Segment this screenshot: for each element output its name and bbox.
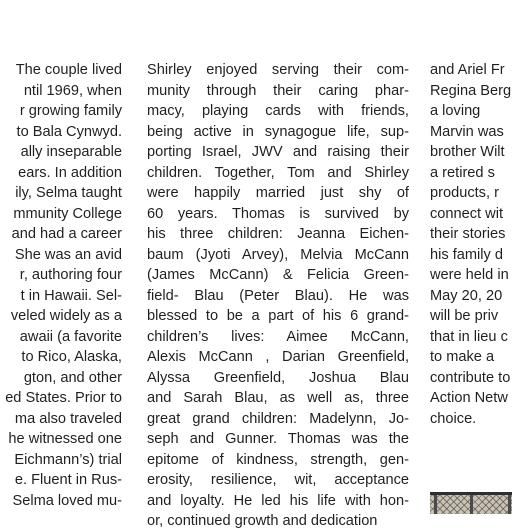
text-line: Eichmann’s) trial xyxy=(14,451,122,468)
text-line: epitome of kindness, strength, gen- xyxy=(147,451,409,468)
text-line: to Bala Cynwyd. xyxy=(16,123,122,140)
text-line: he witnessed one xyxy=(8,431,122,447)
text-line: to Rico, Alaska, xyxy=(21,349,122,365)
text-line: his family d xyxy=(430,246,503,263)
obituary-column-middle xyxy=(147,60,409,532)
text-line: ma also traveled xyxy=(14,410,122,427)
text-line: great grand children: Madelynn, Jo- xyxy=(147,410,409,427)
fence-photo xyxy=(430,492,512,514)
text-line: t in Hawaii. Sel- xyxy=(20,287,122,304)
text-line: children’s lives: Aimee McCann, xyxy=(147,328,409,345)
text-line: their stories xyxy=(430,226,506,242)
text-line: choice. xyxy=(430,410,477,427)
obituary-column-right xyxy=(430,60,512,429)
text-line: (James McCann) & Felicia Green- xyxy=(147,267,409,283)
text-line: r, authoring four xyxy=(19,267,122,283)
text-line: Action Netw xyxy=(430,390,508,406)
text-line: field- Blau (Peter Blau). He was xyxy=(147,287,409,304)
text-line: Selma loved mu- xyxy=(12,492,122,509)
text-line: e. Fluent in Rus- xyxy=(14,472,122,488)
text-line: connect wit xyxy=(430,205,504,222)
text-line: his three children: Jeanna Eichen- xyxy=(147,226,409,242)
text-line: Alexis McCann , Darian Greenfield, xyxy=(147,349,409,365)
text-line: and Ariel Fr xyxy=(430,62,505,78)
text-line: r growing family xyxy=(19,103,122,119)
text-line: were held in xyxy=(430,267,509,283)
text-line: The couple lived xyxy=(15,62,122,78)
text-line: erosity, resilience, wit, acceptance xyxy=(147,472,409,488)
text-line: baum (Jyoti Arvey), Melvia McCann xyxy=(147,246,409,263)
text-line: macy, playing cards with friends, xyxy=(147,103,409,119)
text-line: a retired s xyxy=(430,164,495,181)
text-line: Alyssa Greenfield, Joshua Blau xyxy=(147,369,409,386)
text-line: contribute to xyxy=(430,369,511,386)
text-line: that in lieu c xyxy=(430,328,508,345)
text-line: a loving xyxy=(430,103,481,119)
text-line: veled widely as a xyxy=(10,308,122,324)
text-line: ily, Selma taught xyxy=(15,185,122,201)
text-line: and loyalty. He led his life with hon- xyxy=(147,492,409,509)
text-line: seph and Gunner. Thomas was the xyxy=(147,431,409,447)
text-line: children. Together, Tom and Shirley xyxy=(147,164,409,181)
text-line: brother Wilt xyxy=(430,144,505,160)
text-line: Regina Berg xyxy=(430,82,512,99)
text-line: being active in synagogue life, sup- xyxy=(147,123,409,140)
text-line: were happily married just shy of xyxy=(147,185,409,201)
text-line: awaii (a favorite xyxy=(19,328,122,345)
text-line: porting Israel, JWV and raising their xyxy=(147,144,409,160)
text-line: products, r xyxy=(430,185,499,201)
text-line: May 20, 20 xyxy=(430,287,503,304)
text-line: Shirley enjoyed serving their com- xyxy=(147,62,409,78)
text-line: munity through their caring phar- xyxy=(147,82,409,99)
text-line: to make a xyxy=(430,349,495,365)
text-line: will be priv xyxy=(430,308,499,324)
text-line: mmunity College xyxy=(13,205,122,222)
text-line: gton, and other xyxy=(23,369,122,386)
text-line: ally inseparable xyxy=(20,144,122,160)
text-line: and had a career xyxy=(11,226,122,242)
text-line: and Sarah Blau, as well as, three xyxy=(147,390,409,406)
text-line: 60 years. Thomas is survived by xyxy=(147,205,409,222)
text-line: ed States. Prior to xyxy=(5,390,122,406)
text-line: or, continued growth and dedication xyxy=(147,513,378,529)
text-line: ntil 1969, when xyxy=(23,82,122,99)
text-line: blessed to be a part of his 6 grand- xyxy=(147,308,409,324)
text-line: Marvin was xyxy=(430,123,504,140)
text-line: ears. In addition xyxy=(18,164,122,181)
obituary-column-left xyxy=(0,60,122,511)
text-line: She was an avid xyxy=(14,246,122,263)
